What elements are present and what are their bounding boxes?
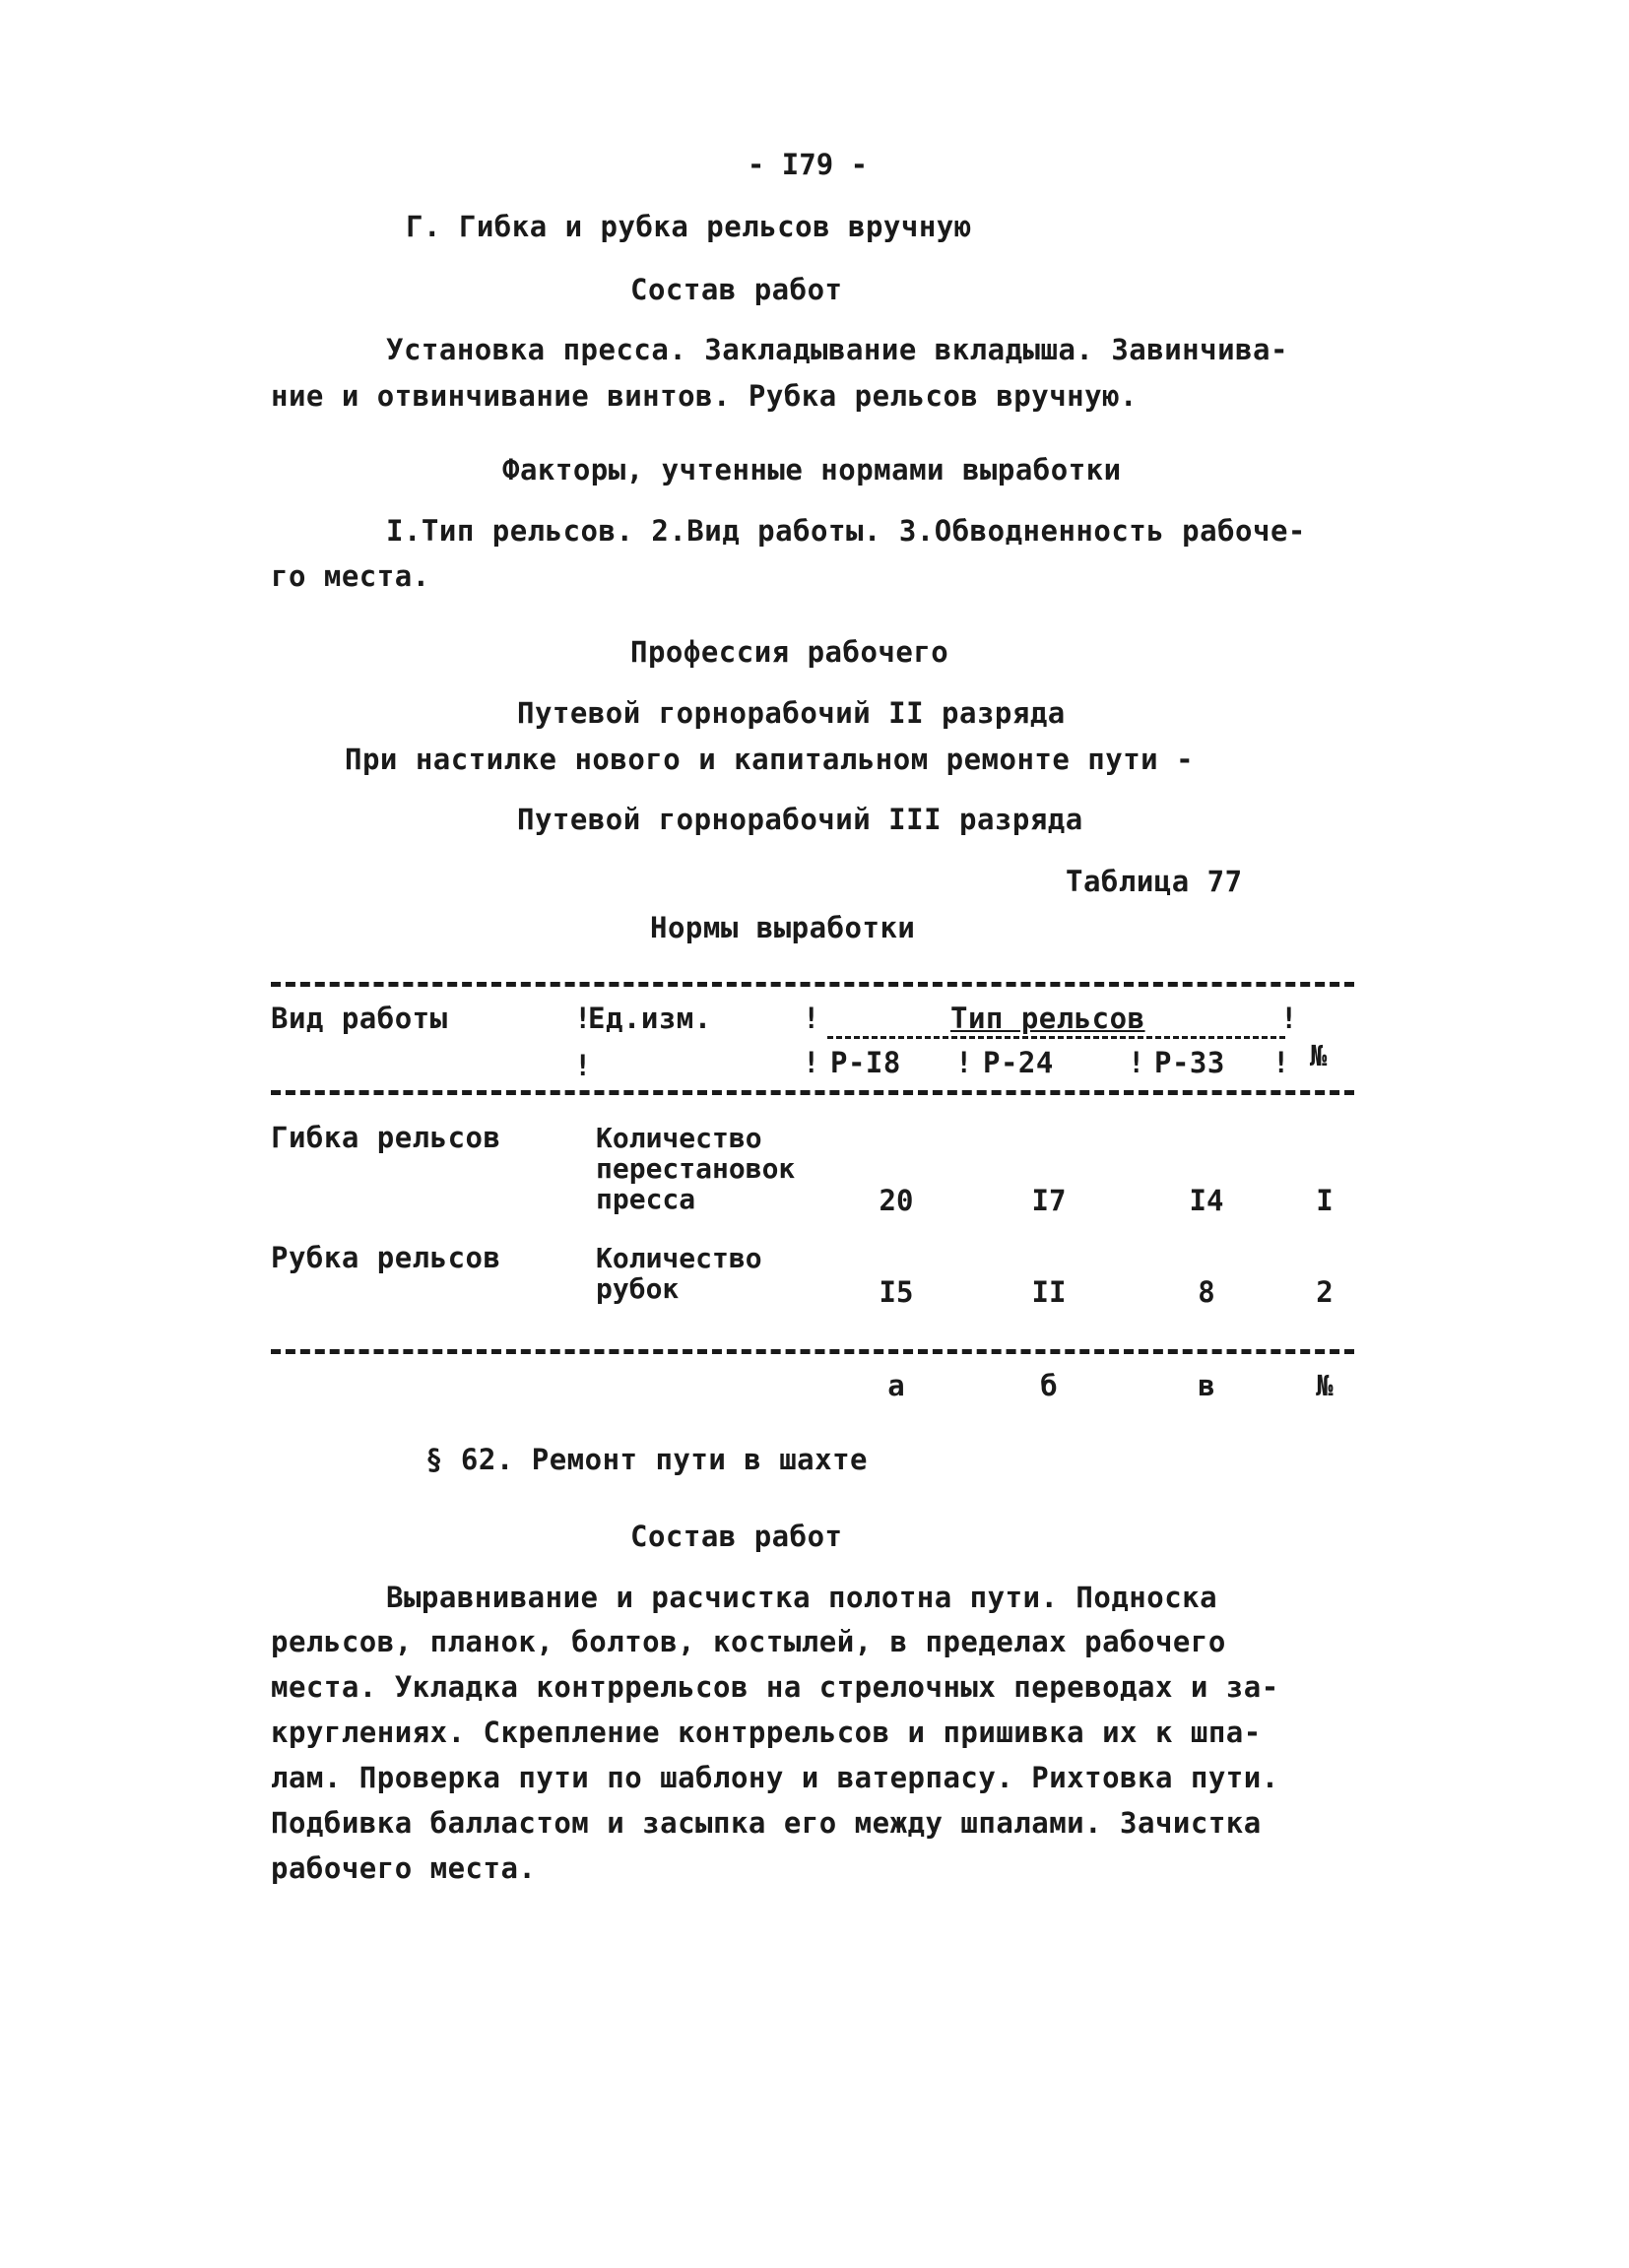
section-62-line-3: места. Укладка контррельсов на стрелочных переводах и за-	[271, 1670, 1279, 1704]
profession-title: Профессия рабочего	[630, 635, 949, 669]
profession-line-3: Путевой горнорабочий III разряда	[517, 803, 1083, 836]
profession-line-1: Путевой горнорабочий II разряда	[517, 696, 1066, 730]
table-header-work: Вид работы	[271, 1002, 448, 1035]
table-row-1-unit	[596, 1123, 795, 1214]
table-row-1-n: I	[1316, 1184, 1334, 1217]
section-62-heading: § 62. Ремонт пути в шахте	[425, 1443, 868, 1476]
table-row-1-p33: I4	[1189, 1184, 1224, 1217]
header-separator: !	[1272, 1046, 1290, 1079]
factors-line-2: го места.	[271, 559, 430, 593]
profession-line-2: При настилке нового и капитальном ремонте пути -	[345, 743, 1195, 776]
header-separator: !	[803, 1046, 820, 1079]
table-number: Таблица 77	[1066, 865, 1243, 898]
section-g-work-line-1: Установка пресса. Закладывание вкладыша. Завинчива-	[386, 333, 1288, 366]
table-row-2-unit	[596, 1243, 762, 1304]
table-header-group: Тип рельсов	[950, 1002, 1145, 1035]
section-g-heading: Г. Гибка и рубка рельсов вручную	[406, 210, 972, 243]
header-separator: !	[574, 1002, 592, 1035]
header-separator: !	[1128, 1046, 1145, 1079]
section-62-work-title: Состав работ	[630, 1520, 843, 1553]
table-row-2-unit-line-1: Количество	[596, 1242, 762, 1274]
table-row-2-unit-line-2: рубок	[596, 1272, 680, 1305]
table-footer-b: б	[1040, 1369, 1058, 1402]
table-row-1-unit-line-1: Количество	[596, 1122, 762, 1154]
header-separator: !	[955, 1046, 973, 1079]
table-footer-a: а	[887, 1369, 905, 1402]
table-header-p33: Р-33	[1154, 1046, 1225, 1079]
table-row-1-work: Гибка рельсов	[271, 1121, 501, 1154]
section-g-work-line-2: ние и отвинчивание винтов. Рубка рельсов вручную.	[271, 379, 1139, 413]
group-underline	[827, 1036, 1285, 1039]
table-row-2-p18: I5	[879, 1275, 914, 1309]
factors-title: Факторы, учтенные нормами выработки	[502, 453, 1122, 486]
table-header-unit: Ед.изм.	[588, 1002, 712, 1035]
section-62-line-2: рельсов, планок, болтов, костылей, в пределах рабочего	[271, 1625, 1226, 1658]
table-row-2-p24: II	[1031, 1275, 1067, 1309]
page-number: - I79 -	[747, 148, 869, 181]
table-top-rule	[271, 982, 1354, 987]
section-62-line-4: круглениях. Скрепление контррельсов и пришивка их к шпа-	[271, 1716, 1262, 1749]
table-row-2-p33: 8	[1198, 1275, 1215, 1309]
table-row-2-n: 2	[1316, 1275, 1334, 1309]
table-header-p18: Р-I8	[830, 1046, 901, 1079]
table-row-1-p18: 20	[879, 1184, 914, 1217]
header-separator: !	[803, 1002, 820, 1035]
table-row-1-unit-line-2: перестановок	[596, 1152, 796, 1185]
header-separator: !	[574, 1049, 592, 1082]
table-header-rule	[271, 1090, 1354, 1095]
section-62-line-5: лам. Проверка пути по шаблону и ватерпасу. Рихтовка пути.	[271, 1761, 1279, 1794]
section-62-line-7: рабочего места.	[271, 1851, 537, 1885]
table-footer-n: №	[1316, 1369, 1334, 1402]
section-g-work-title: Состав работ	[630, 273, 843, 306]
table-row-2-work: Рубка рельсов	[271, 1241, 501, 1274]
table-header-p24: Р-24	[983, 1046, 1054, 1079]
table-row-1-unit-line-3: пресса	[596, 1183, 696, 1215]
header-separator: !	[1280, 1002, 1298, 1035]
table-header-n: №	[1310, 1039, 1328, 1072]
section-62-line-1: Выравнивание и расчистка полотна пути. Подноска	[386, 1581, 1218, 1614]
table-title: Нормы выработки	[650, 911, 916, 944]
section-62-line-6: Подбивка балластом и засыпка его между шпалами. Зачистка	[271, 1806, 1262, 1840]
factors-line-1: I.Тип рельсов. 2.Вид работы. 3.Обводненность рабоче-	[386, 514, 1306, 548]
table-row-1-p24: I7	[1031, 1184, 1067, 1217]
table-footer-v: в	[1198, 1369, 1215, 1402]
table-bottom-rule	[271, 1349, 1354, 1354]
